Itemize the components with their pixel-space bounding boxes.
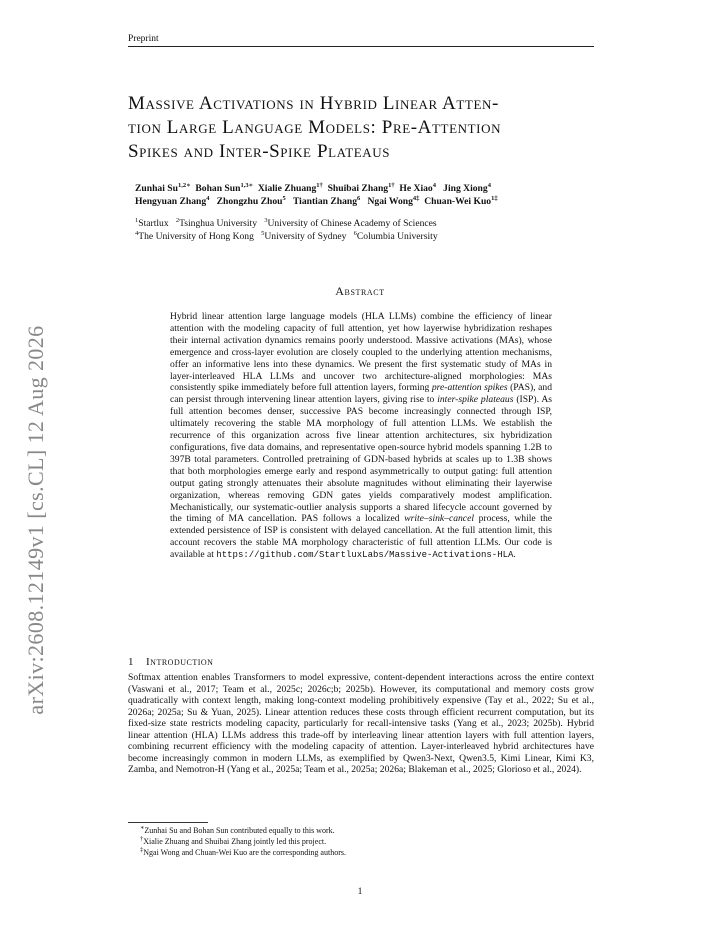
footnote: ∗Zunhai Su and Bohan Sun contributed equally to this work. <box>140 824 335 835</box>
footnote: ‡Ngai Wong and Chuan-Wei Kuo are the corresponding authors. <box>140 846 346 857</box>
affiliation-line: $^1$Startlux $^2$Tsinghua University $^3$University of Chinese Academy of Sciences <box>135 216 437 229</box>
footnote: †Xialie Zhuang and Shuibai Zhang jointly led this project. <box>140 835 327 846</box>
paper-title <box>128 92 598 164</box>
arxiv-sidebar <box>22 325 50 715</box>
title-line: Spikes and Inter-Spike Plateaus <box>128 141 391 162</box>
footnotes <box>140 825 590 858</box>
title-line: Massive Activations in Hybrid Linear Atten- <box>128 93 499 114</box>
title-line: tion Large Language Models: Pre-Attention <box>128 117 502 138</box>
affiliation-list <box>135 218 595 243</box>
arxiv-identifier: arXiv:2608.12149v1 [cs.CL] 12 Aug 2026 <box>23 325 48 715</box>
page-number: 1 <box>357 886 363 897</box>
author-line: Hengyuan Zhang$^4$ Zhongzhu Zhou$^5$ Tiantian Zhang$^6$ Ngai Wong$^{4\ddagger}$ Chuan-Wei Kuo$^{1\ddagger}$ <box>135 194 498 207</box>
author-line: Zunhai $Su^{1,2∗}$ Bohan Sun$^{1,3∗}$ Xialie Zhuang$^{1\dagger}$ Shuibai Zhang$^{1\dagger}$ He Xiao$^4$ Jing Xiong$^4$ <box>135 181 491 194</box>
section-number: 1 <box>128 656 134 668</box>
abstract-heading: Abstract <box>335 284 385 298</box>
introduction-paragraph: Softmax attention enables Transformers to model expressive, content-dependent interactions across the entire context (Vaswani et al., 2017; Team et al., 2025c; 2026c;b; 2025b). However, its computational and memory costs grow quadratically with context length, making long-context modeling prohibitively expensive (Tay et al., 2022; Su et al., 2026a; 2025a; Su & Yuan, 2025). Linear attention reduces these costs through efficient recurrent computation, but its fixed-size state restricts modeling capacity, particularly for recall-intensive tasks (Yang et al., 2023; 2025b). Hybrid linear attention (HLA) LLMs address this trade-off by interleaving linear attention layers with full attention layers, combining recurrent efficiency with the modeling capacity of attention. Layer-interleaved hybrid architectures have become increasingly common in modern LLMs, as exemplified by Qwen3-Next, Qwen3.5, Kimi Linear, Kimi K3, Zamba, and Nemotron-H (Yang et al., 2025a; Team et al., 2025a; 2026a; Blakeman et al., 2025; Glorioso et al., 2024). <box>128 672 594 775</box>
author-list <box>135 182 595 208</box>
section-title: Introduction <box>146 656 214 668</box>
abstract-body: Hybrid linear attention large language models (HLA LLMs) combine the efficiency of linear attention with the modeling capacity of full attention, yet how layerwise hybridization reshapes their internal activation dynamics remains poorly understood. Massive activations (MAs), whose emergence and cross-layer evolution are closely coupled to the underlying attention mechanisms, offer an informative lens into these dynamics. We present the first systematic study of MAs in layer-interleaved HLA LLMs and uncover two architecture-aligned morphologies: MAs consistently spike immediately before full attention layers, forming pre-attention spikes (PAS), and can persist through intervening linear attention layers, giving rise to inter-spike plateaus (ISP). As full attention becomes denser, successive PAS become increasingly connected through ISP, ultimately recovering the stable MA morphology of full attention LLMs. We establish the recurrence of this organization across five linear attention architectures, six hybridization configurations, five data domains, and representative open-source hybrid models spanning 1.2B to 397B total parameters. Controlled pretraining of GDN-based hybrids at scales up to 1.3B shows that both morphologies emerge early and respond asymmetrically to output gating: full attention output gating strongly attenuates their absolute magnitudes without eliminating their layerwise organization, whereas removing GDN gates yields comparatively modest amplification. Mechanistically, our systematic-outlier analysis supports a shared lifecycle account governed by the timing of MA cancellation. PAS follows a localized write–sink–cancel process, while the extended persistence of ISP is consistent with delayed cancellation. At the full attention limit, this account recovers the stable MA morphology characteristic of full attention LLMs. Our code is available at https://github.com/StartluxLabs/Massive-Activations-HLA. <box>170 311 552 561</box>
running-header: Preprint <box>128 34 594 47</box>
footnote-rule <box>128 822 208 823</box>
affiliation-line: $^4$The University of Hong Kong $^5$University of Sydney $^6$Columbia University <box>135 229 438 242</box>
section-heading <box>128 656 213 668</box>
